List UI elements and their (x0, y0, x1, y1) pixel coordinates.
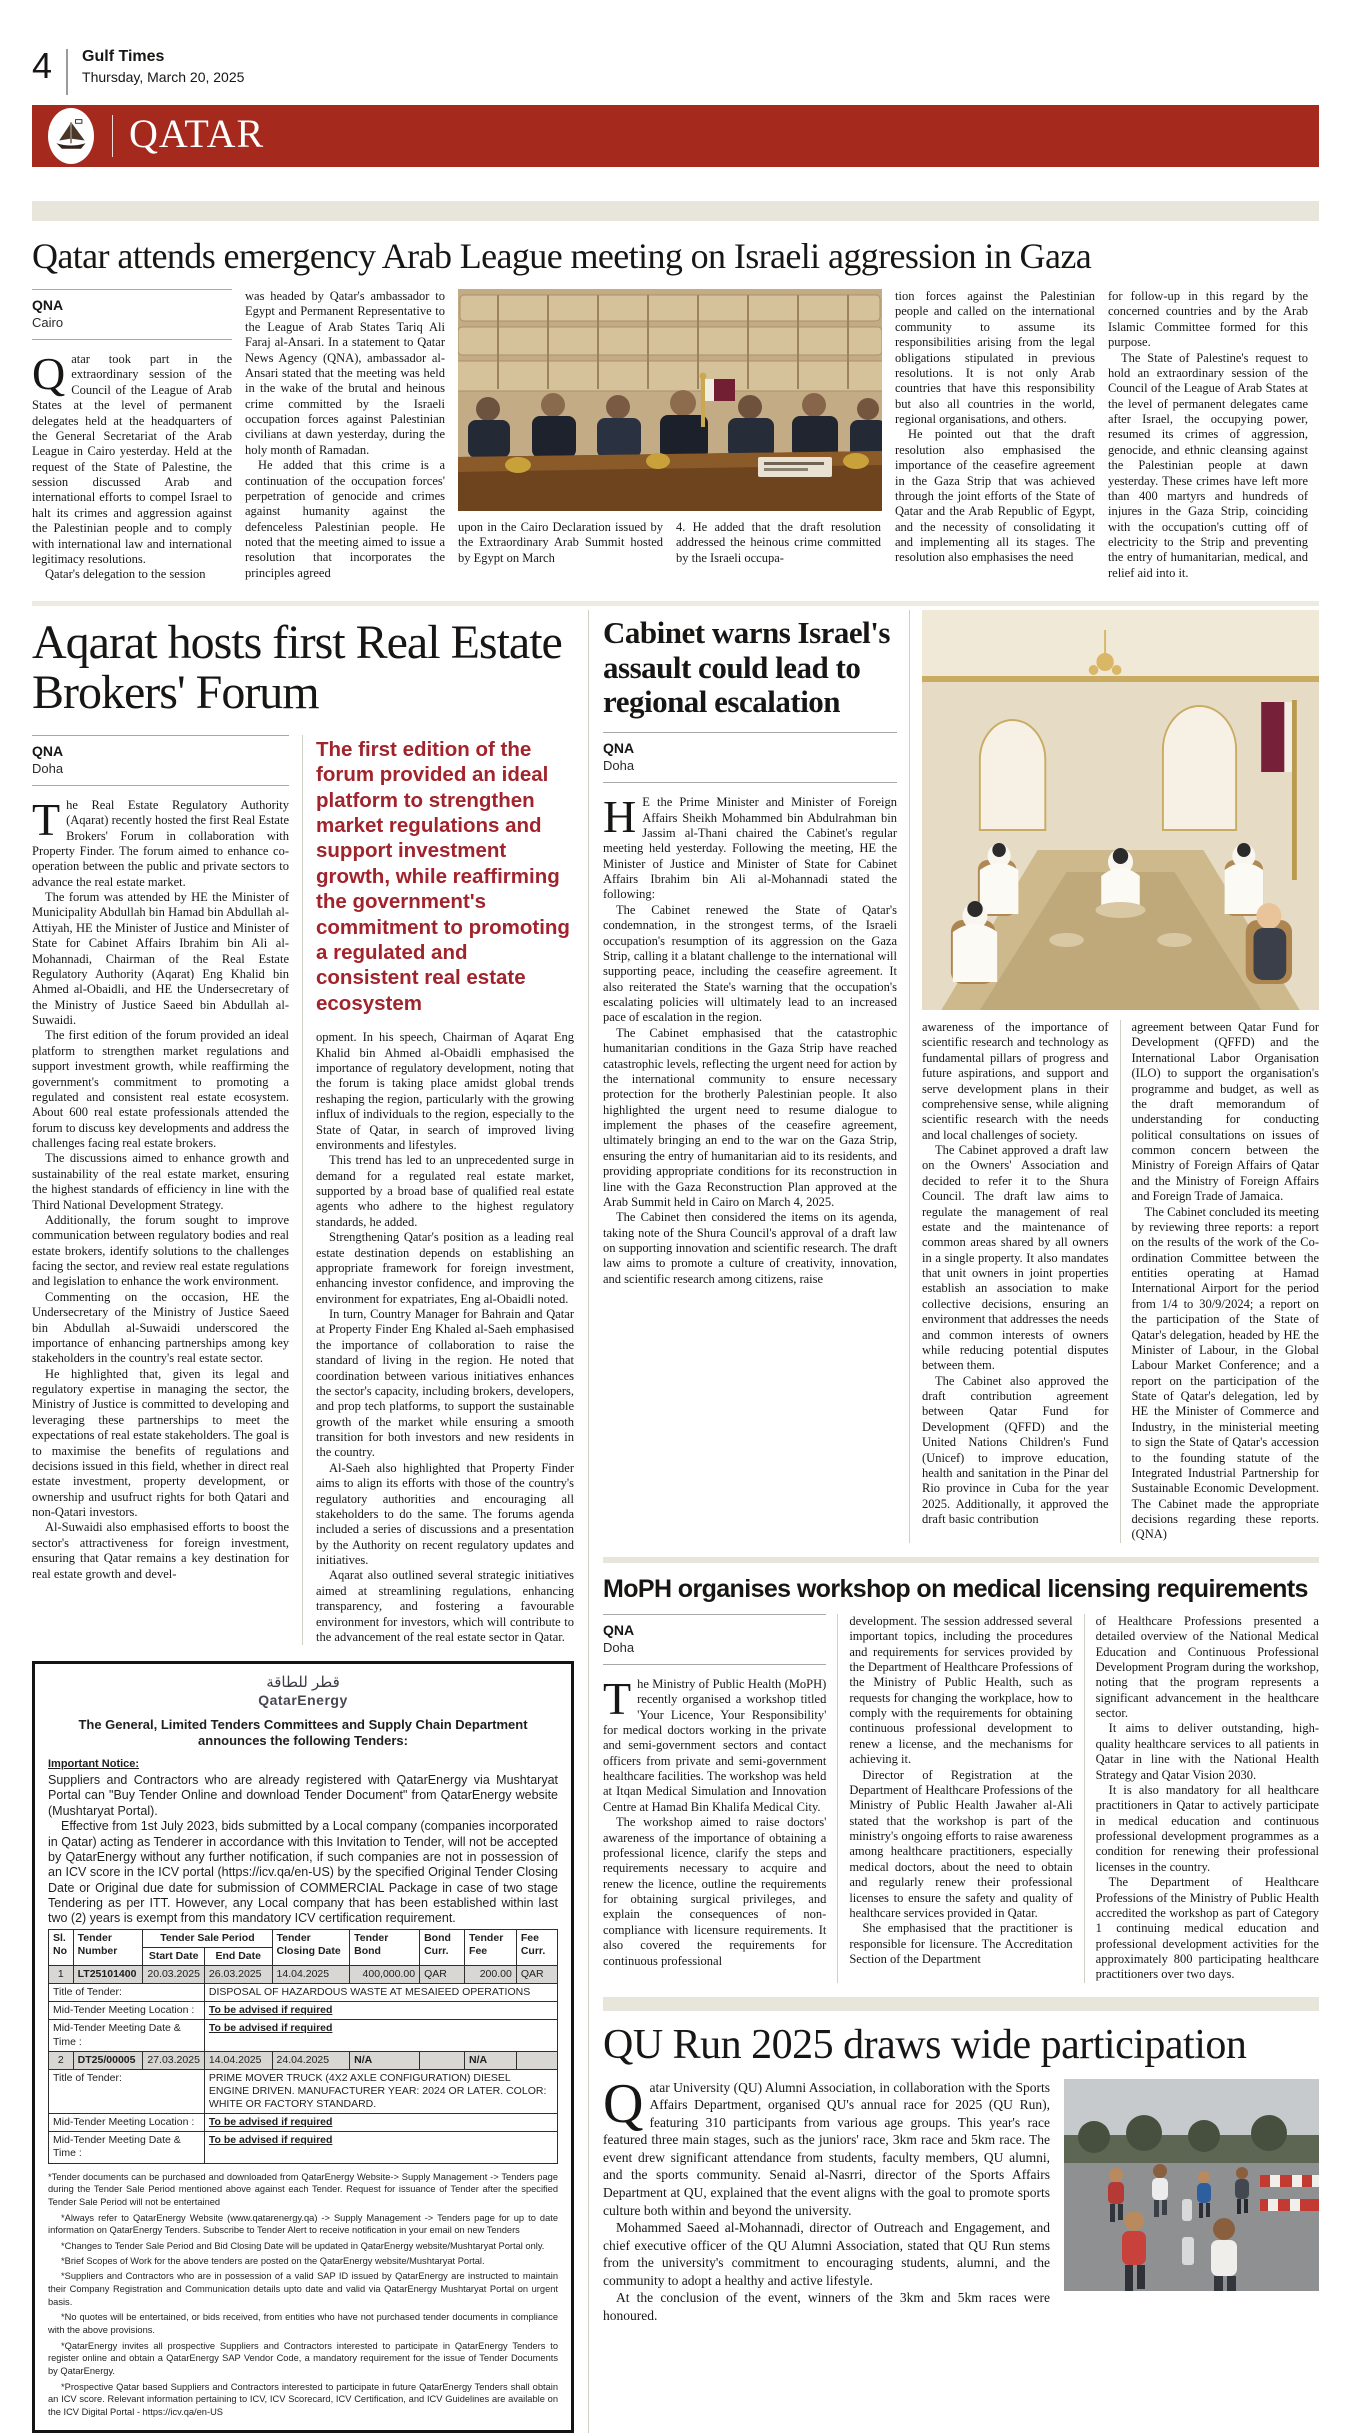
paragraphs: atar took part in the extraordinary session of the Council of the League of Arab States at the level of permanent delegates held at the headquarters of the General Secretariat of the Arab League in Cairo yesterday. Held at the request of the State of Palestine, the session discussed Arab and international efforts to compel Israel to halt its crimes and aggression against the Palestinian people and to comply with international law and international legitimacy resolutions. Qatar's delegation to the session (32, 352, 232, 582)
byline (603, 1614, 826, 1665)
paragraphs: he Ministry of Public Health (MoPH) recently organised a workshop titled 'Your Licence, Your Responsibility' for medical doctors working in the private and semi-government sectors and contact officers from private and semi-government healthcare facilities. The workshop was held at Itqan Medical Simulation and Innovation Centre at Hamad Bin Khalifa Medical City. The workshop aimed to raise doctors' awareness of the importance of obtaining a professional licence, clarify the steps and requirements necessary to acquire and renew the licence, outline the requirements for obtaining surgical privileges, and explain the consequences of non-compliance with licensure requirements. It also covered the requirements for continuous professional (603, 1676, 827, 1968)
moph-article (603, 1575, 1319, 1983)
cabinet-right-block (910, 610, 1319, 1543)
col-fee-curr: Fee Curr. (516, 1929, 557, 1965)
page-number: 4 (32, 45, 53, 86)
moph-col-1 (603, 1614, 837, 1983)
col-tender-number: Tender Number (73, 1929, 143, 1965)
arab-photo-block (458, 289, 882, 591)
cabinet-headline: Cabinet warns Israel's assault could lead to regional escalation (603, 615, 890, 720)
drop-cap: T (603, 1672, 632, 1724)
moph-headline: MoPH organises workshop on medical licensing requirements (603, 1574, 1308, 1603)
drop-cap: T (32, 793, 61, 845)
tender-footnotes: *Tender documents can be purchased and downloaded from QatarEnergy Website-> Supply Management -> Tenders page during the Tender Sale Period mentioned above against each Tender. Request for issuance of Tender after the specified Tender Sale Period will not be entertained *Always refer to QatarEnergy Website (www.qatarenergy.qa) -> Supply Management -> Tenders page for up to date information on QatarEnergy Tenders. Subscribe to Tender Alert to receive notification in your email on new Tenders *Changes to Tender Sale Period and Bid Closing Date will be updated in QatarEnergy website/Mushtaryat Portal only. *Brief Scopes of Work for the above tenders are posted on the QatarEnergy website/Mushtaryat Portal. *Suppliers and Contractors who are in possession of a valid SAP ID issued by QatarEnergy are instructed to maintain their Company Registration and Communication details upto date and valid via QatarEnergy Mushtaryat Portal on urgent basis. *No quotes will be entertained, or bids received, from entities who have not purchased tender documents in compliance with the above provisions. *QatarEnergy invites all prospective Suppliers and Contractors interested to participate in QatarEnergy Tenders to register online and obtain a QatarEnergy SAP Vendor Code, a mandatory requirement for the issue of Tender Documents by QatarEnergy. *Prospective Qatar based Suppliers and Contractors interested to participate in future QatarEnergy Tenders shall obtain an ICV score. Relevant information pertaining to ICV, ICV Scorecard, ICV Certification, and ICV Guidelines are available on the ICV Digital Portal - https://icv.qa/en-US (48, 2171, 558, 2418)
byline-city: Doha (603, 758, 635, 774)
tender-row-meeting-location: Mid-Tender Meeting Location : To be advised if required (49, 2114, 558, 2132)
aqarat-col-1 (32, 735, 303, 1645)
tender-row-title: Title of Tender: DISPOSAL OF HAZARDOUS WASTE AT MESAIEED OPERATIONS (49, 1984, 558, 2002)
qatarenergy-logo (48, 1674, 558, 1707)
left-column-stack (32, 610, 588, 2433)
paragraphs: development. The session addressed several important topics, including the procedures and requirements for services provided by the Department of Healthcare Professions of the Ministry of Public Health, such as requests for changing the workplace, how to comply with the requirements for obtaining continuous professional development to renew a license, and the mechanisms for achieving it. Director of Registration at the Department of Healthcare Professions of the Ministry of Public Health Jawaher al-Ali stated that the workshop is part of the ministry's ongoing efforts to raise awareness among healthcare practitioners, especially medical doctors, about the need to obtain and regularly renew their professional licenses to ensure the safety and quality of healthcare services provided in Qatar. She emphasised that the practitioner is responsible for licensure. The Accreditation Section of the Department (849, 1613, 1073, 1966)
cabinet-lower-columns (922, 1020, 1319, 1543)
cabinet-col-3 (1121, 1020, 1320, 1543)
arab-col-1 (32, 289, 232, 591)
col-tender-bond: Tender Bond (350, 1929, 420, 1965)
section-title: QATAR (129, 111, 265, 156)
cabinet-col-2 (922, 1020, 1121, 1543)
arab-under-photo-right: 4. He added that the draft resolution addressed the heinous crime committed by the Israeli occupa- (676, 520, 881, 565)
paragraphs: of Healthcare Professions presented a detailed overview of the National Medical Education and Continuous Professional Development Program during the workshop, noting that the program represents a significant advancement in the healthcare sector. It aims to deliver outstanding, high-quality healthcare services to all patients in Qatar in line with the National Health Strategy and Qatar Vision 2030. It is also mandatory for all healthcare practitioners in Qatar to actively participate in medical education and continuous professional development programmes as a condition for renewing their professional licenses in the country. The Department of Healthcare Professions of the Ministry of Public Health accredited the workshop as part of Category 1 continuing medical education and professional development activities for the approximately 800 participating healthcare practitioners over two days. (1095, 1613, 1319, 1982)
arab-under-photo-left: upon in the Cairo Declaration issued by the Extraordinary Arab Summit hosted by Egypt on March (458, 520, 663, 565)
byline-city: Doha (603, 1639, 635, 1655)
cabinet-article (603, 610, 1319, 1543)
arab-league-meeting-photo (458, 289, 882, 511)
qatarenergy-tender-ad (32, 1661, 574, 2432)
paragraphs: E the Prime Minister and Minister of Foreign Affairs Sheikh Mohammed bin Abdulrahman bin Jassim al-Thani chaired the Cabinet's regular meeting held yesterday. Following the meeting, HE the Minister of Justice and Minister of State for Cabinet Affairs Ibrahim bin Ali al-Mohannadi stated the following: The Cabinet renewed the State of Qatar's condemnation, in the strongest terms, of the Israeli occupation's resumption of its aggression on the Gaza Strip, calling it a blatant challenge to the international will supporting peace, including the ceasefire agreement. It also reiterated the State's warning that the occupation's escalating policies will ultimately lead to an increased pace of escalation in the region. The Cabinet emphasised that the catastrophic humanitarian conditions in the Gaza Strip have reached catastrophic levels, reflecting the urgent need for action by the international community to ensure necessary protection for the brotherly Palestinian people. It also highlighted the urgent need to resume dialogue to implement the phases of the ceasefire agreement, ultimately bringing an end to the war on the Gaza Strip, ensuring the entry of humanitarian aid to its residents, and providing appropriate conditions for its reconstruction in line with the Gaza Reconstruction Plan approved at the Arab Summit held in Cairo on March 4, 2025. The Cabinet then considered the items on its agenda, taking note of the Shura Council's approval of a draft law on supporting innovation and scientific research. The draft law aims to promote a culture of creativity, innovation, and scientific research among citizens, raise (603, 795, 897, 1286)
col-bond-curr: Bond Curr. (420, 1929, 465, 1965)
paragraphs: was headed by Qatar's ambassador to Egypt and Permanent Representative to the League of Arab States Tariq Ali Faraj al-Ansari. In a statement to Qatar News Agency (QNA), ambassador al-Ansari stated that the meeting was held in the wake of the brutal and heinous crime committed by the Israeli occupation forces against Palestinian civilians at dawn yesterday, during the holy month of Ramadan. He added that this crime is a continuation of the occupation forces' perpetration of genocide and crimes against humanity against the defenceless Palestinian people. He noted that the meeting aimed to issue a resolution that incorporates the principles agreed (245, 289, 445, 580)
col-end-date: End Date (204, 1947, 272, 1965)
tender-row-meeting-datetime: Mid-Tender Meeting Date & Time : To be advised if required (49, 2020, 558, 2051)
pull-quote: The first edition of the forum provided an ideal platform to strengthen market regulations and support investment growth, while reaffirming the government's commitment to promoting a regulated and consistent real estate ecosystem (316, 737, 570, 1015)
byline (603, 732, 897, 783)
moph-col-2 (837, 1614, 1084, 1983)
notice-paragraph: Suppliers and Contractors who are already registered with QatarEnergy via Mushtaryat Portal can "Buy Tender Online and download Tender Document" from QatarEnergy website (Mushtaryat Portal). (48, 1773, 558, 1818)
col-start-date: Start Date (143, 1947, 205, 1965)
col-closing-date: Tender Closing Date (272, 1929, 350, 1965)
qu-run-text (603, 2072, 1050, 2325)
qu-run-article (603, 2021, 1319, 2325)
qatarenergy-logo-arabic: قطر للطاقة (266, 1674, 340, 1692)
qatarenergy-logo-english: QatarEnergy (258, 1691, 348, 1708)
publication-date: Thursday, March 20, 2025 (82, 68, 245, 85)
paragraphs: tion forces against the Palestinian people and called on the international community to assume its responsibilities arising from the legal obligations stipulated in previous resolutions. It is not only Arab countries that have this responsibility but also all countries in the world, regional organisations, and others. He pointed out that the draft resolution also emphasised the importance of the ceasefire agreement in the Gaza Strip that was achieved through the joint efforts of the State of Qatar and the Arab Republic of Egypt, and the necessity of consolidating it and implementing all its stages. The resolution also emphasises the need (895, 289, 1095, 565)
decorative-band (32, 201, 1319, 221)
cabinet-col-1 (603, 610, 910, 1543)
decorative-band (32, 601, 1319, 606)
arab-col-3 (895, 289, 1095, 591)
arab-col-2 (245, 289, 445, 591)
notice-paragraphs (48, 1773, 558, 1927)
tender-table (48, 1929, 558, 2164)
tender-row-meeting-location: Mid-Tender Meeting Location : To be advised if required (49, 2002, 558, 2020)
banner-pipe (112, 115, 113, 157)
drop-cap: Q (603, 2072, 644, 2135)
col-tender-fee: Tender Fee (465, 1929, 517, 1965)
byline (32, 735, 289, 786)
drop-cap: H (603, 791, 637, 843)
tender-ad-title: The General, Limited Tenders Committees and Supply Chain Department announces the following Tenders: (78, 1716, 528, 1748)
drop-cap: Q (32, 348, 66, 399)
tender-table-header-row (49, 1929, 558, 1947)
aqarat-article (32, 735, 574, 1645)
paragraphs: awareness of the importance of scientific research and technology as fundamental pillars of progress and future aspirations, and support and serve development plans in their comprehensive sense, while aligning scientific research with the needs and local challenges of society. The Cabinet approved a draft law on the Owners' Association and decided to refer it to the Shura Council. The draft law aims to regulate the management of real estate and the maintenance of common areas shared by all owners in a single property. It also mandates that unit owners in joint properties establish an association to make collective decisions, ensuring an environment that addresses the needs and common interests of owners while reducing potential disputes between them. The Cabinet also approved the draft contribution agreement between Qatar Fund for Development (QFFD) and the United Nations Children's Fund (Unicef) to improve education, health and sanitation in the Pinar del Rio province in Cuba for the year 2025. Additionally, it approved the draft basic contribution (922, 1020, 1109, 1526)
paragraphs: agreement between Qatar Fund for Development (QFFD) and the International Labor Organisation (ILO) to support the organisation's programme and budget, as well as the draft memorandum of understanding for conducting political consultations on issues of common concern between the Ministry of Foreign Affairs of Qatar and the Ministry of Foreign Affairs and Foreign Trade of Jamaica. The Cabinet concluded its meeting by reviewing three reports: a report on the results of the work of the Co-ordination Committee between the entities operating at Hamad International Airport for the period from 1/4 to 30/9/2024; a report on the participation of the State of Qatar's delegation, headed by HE the Minister of Labour, in the Global Labour Market Conference; and a report on the participation of the State of Qatar's delegation, led by HE the Minister of Commerce and Industry, in the ministerial meeting to sign the State of Qatar's accession to the founding statute of the Integrated Industrial Partnership for Sustainable Economic Development. The Cabinet made the appropriate decisions regarding these reports. (QNA) (1131, 1020, 1319, 1542)
aqarat-col-2 (303, 735, 574, 1645)
publication-name: Gulf Times (82, 48, 165, 65)
byline-agency: QNA (32, 297, 64, 313)
col-sale-period: Tender Sale Period (143, 1929, 272, 1947)
tender-row-values: 1 LT25101400 20.03.2025 26.03.2025 14.04.2025 400,000.00 QAR 200.00 QAR (49, 1966, 558, 1984)
right-column-stack (588, 610, 1319, 2433)
paragraphs: atar University (QU) Alumni Association, in collaboration with the Sports Affairs Department, organised QU's annual race for 2025 (QU Run), featuring 310 participants from various age groups. This year's race featured three main stages, such as the juniors' race, 3km race and 5km race. The event drew significant attendance from students, faculty members, QU alumni, and the sports community. Senaid al-Nasrri, director of the Sports Affairs Department at QU, explained that the event aligns with the goal to promote sports culture both within and beyond the university. Mohammed Saeed al-Mohannadi, director of Outreach and Engagement, and chief executive officer of the QU Alumni Association, stated that QU Run stems from the university's commitment to encouraging students, alumni, and the community to adopt a healthy and active lifestyle. At the conclusion of the event, winners of the 3km and 5km races were honoured. (603, 2079, 1050, 2323)
masthead-divider (66, 49, 68, 95)
moph-col-3 (1085, 1614, 1319, 1983)
byline (32, 289, 232, 340)
decorative-band (603, 1997, 1319, 2011)
col-sl-no: Sl. No (49, 1929, 74, 1965)
important-notice-label: Important Notice: (48, 1758, 140, 1771)
tender-row-meeting-datetime: Mid-Tender Meeting Date & Time : To be advised if required (49, 2132, 558, 2163)
notice-paragraph: Effective from 1st July 2023, bids submitted by a Local company (companies incorporated in Qatar) acting as Tenderer in accordance with this Invitation to Tender, will not be accepted by QatarEnergy without any further notification, if such companies are not in possession of an ICV score in the ICV portal (https://icv.qa/en-US) by the specified Original Tender Closing Date or Original due date for submission of COMMERCIAL Package in case of two stage Tendering as per ITT. However, any Local company that has been established within last two (2) years is exempt from this mandatory ICV certification requirement. (48, 1819, 558, 1926)
dhow-logo-icon (48, 108, 94, 164)
decorative-band (603, 1557, 1319, 1563)
qu-run-headline: QU Run 2025 draws wide participation (603, 2021, 1247, 2068)
byline-agency: QNA (32, 742, 64, 759)
section-banner (32, 105, 1319, 167)
paragraphs: opment. In his speech, Chairman of Aqarat Eng Khalid bin Ahmed al-Obaidli emphasised the importance of regulatory development, noting that the forum is taking place amidst global trends reshaping the region, particularly with the growing influx of individuals to the region, especially to the State of Qatar, in search of improved living environments and lifestyles. This trend has led to an unprecedented surge in demand for a regulated real estate market, supported by a broad base of qualified real estate agents who adhere to the highest regulatory standards, he added. Strengthening Qatar's position as a leading real estate destination depends on establishing an appropriate framework for foreign investment, enhancing investor confidence, and improving the environment for expatriates, Eng al-Obaidli noted. In turn, Country Manager for Bahrain and Qatar at Property Finder Eng Khaled al-Saeh emphasised the importance of collaboration to raise the standard of living in the region. He noted that coordination between various initiatives enhances the sector's capacity, including brokers, developers, and prop tech platforms, to support the sustainable growth of the market while ensuring a smooth transition for both investors and new residents in the country. Al-Saeh also highlighted that Property Finder aims to align its efforts with those of the country's regulatory authorities and encouraging all stakeholders to do the same. The forums agenda included a series of discussions and a presentation by the Authority on recent regulatory updates and initiatives. Aqarat also outlined several strategic initiatives aimed at streamlining regulations, enhancing transparency, and fostering a favourable environment for investors, which will contribute to the advancement of the real estate sector in Qatar. (316, 1030, 574, 1644)
byline-city: Doha (32, 760, 64, 776)
paragraphs: he Real Estate Regulatory Authority (Aqarat) recently hosted the first Real Estate Brokers' Forum in collaboration with Property Finder. The forum aimed to enhance co-operation between the public and private sectors to advance the real estate market. The forum was attended by HE the Minister of Municipality Abdullah bin Hamad bin Abdullah al-Attiyah, HE the Minister of Justice and Minister of State for Cabinet Affairs Ibrahim bin Ali al-Mohannadi, Chairman of the Real Estate Regulatory Authority (Aqarat) Eng Khalid bin Ahmed al-Obaidli, and HE the Undersecretary of the Ministry of Justice Saeed bin Abdullah al-Suwaidi. The first edition of the forum provided an ideal platform to strengthen market regulations and support investment growth, while reaffirming the government's commitment to promoting a regulated and consistent real estate ecosystem. About 600 real estate professionals attended the forum to discuss key developments and address the challenges facing real estate brokers. The discussions aimed to enhance growth and sustainability of the real estate market, ensuring the highest standards of efficiency in line with the Third National Development Strategy. Additionally, the forum sought to improve communication between regulatory bodies and real estate brokers, identify solutions to the challenges facing the sector, and review real estate regulations and legislation to enhance the work environment. Commenting on the occasion, HE the Undersecretary of the Ministry of Justice Saeed bin Abdullah al-Suwaidi underscored the importance of enhancing partnerships among key stakeholders in the country's real estate sector. He highlighted that, given its legal and regulatory expertise in managing the sector, the Ministry of Justice is committed to developing and leveraging these partnerships to meet the expectations of real estate stakeholders. The goal is to maximise the benefits of regulations and decisions issued in this field, whether in direct real estate investment, property development, or ownership and usufruct rights for both Qatari and non-Qatari investors. Al-Suwaidi also emphasised efforts to boost the sector's attractiveness for foreign investment, ensuring that Qatar remains a key destination for real estate growth and devel- (32, 797, 289, 1581)
qu-run-race-photo (1064, 2079, 1319, 2325)
arab-col-4 (1108, 289, 1308, 591)
byline-city: Cairo (32, 315, 64, 330)
aqarat-headline: Aqarat hosts first Real Estate Brokers' Forum (32, 616, 562, 720)
tender-row-values: 2 DT25/00005 27.03.2025 14.04.2025 24.04.2025 N/A N/A (49, 2051, 558, 2069)
byline-agency: QNA (603, 1621, 635, 1638)
arab-under-photo-columns (458, 520, 882, 566)
paragraphs: for follow-up in this regard by the concerned countries and by the Arab Islamic Committee formed for this purpose. The State of Palestine's request to hold an extraordinary session of the Council of the League of Arab States at the level of permanent delegates came after Israel, the occupying power, resumed its crimes of aggression, genocide, and ethnic cleansing against the Palestinian people at dawn yesterday. These crimes have left more than 400 martyrs and hundreds of injures in the Gaza Strip, coinciding with the occupation's cutting off of electricity to the Strip and preventing the entry of humanitarian, medical, and relief aid into it. (1108, 289, 1308, 580)
arab-league-article (32, 289, 1319, 591)
masthead (32, 0, 1319, 95)
tender-row-title: Title of Tender: PRIME MOVER TRUCK (4X2 AXLE CONFIGURATION) DIESEL ENGINE DRIVEN. MANUFACTURER YEAR: 2024 OR LATER. COLOR: WHITE OR FACTORY STANDARD. (49, 2069, 558, 2113)
cabinet-meeting-photo (922, 610, 1319, 1010)
publication-block (82, 48, 244, 85)
byline-agency: QNA (603, 740, 635, 757)
arab-league-headline: Qatar attends emergency Arab League meeting on Israeli aggression in Gaza (32, 236, 1092, 276)
